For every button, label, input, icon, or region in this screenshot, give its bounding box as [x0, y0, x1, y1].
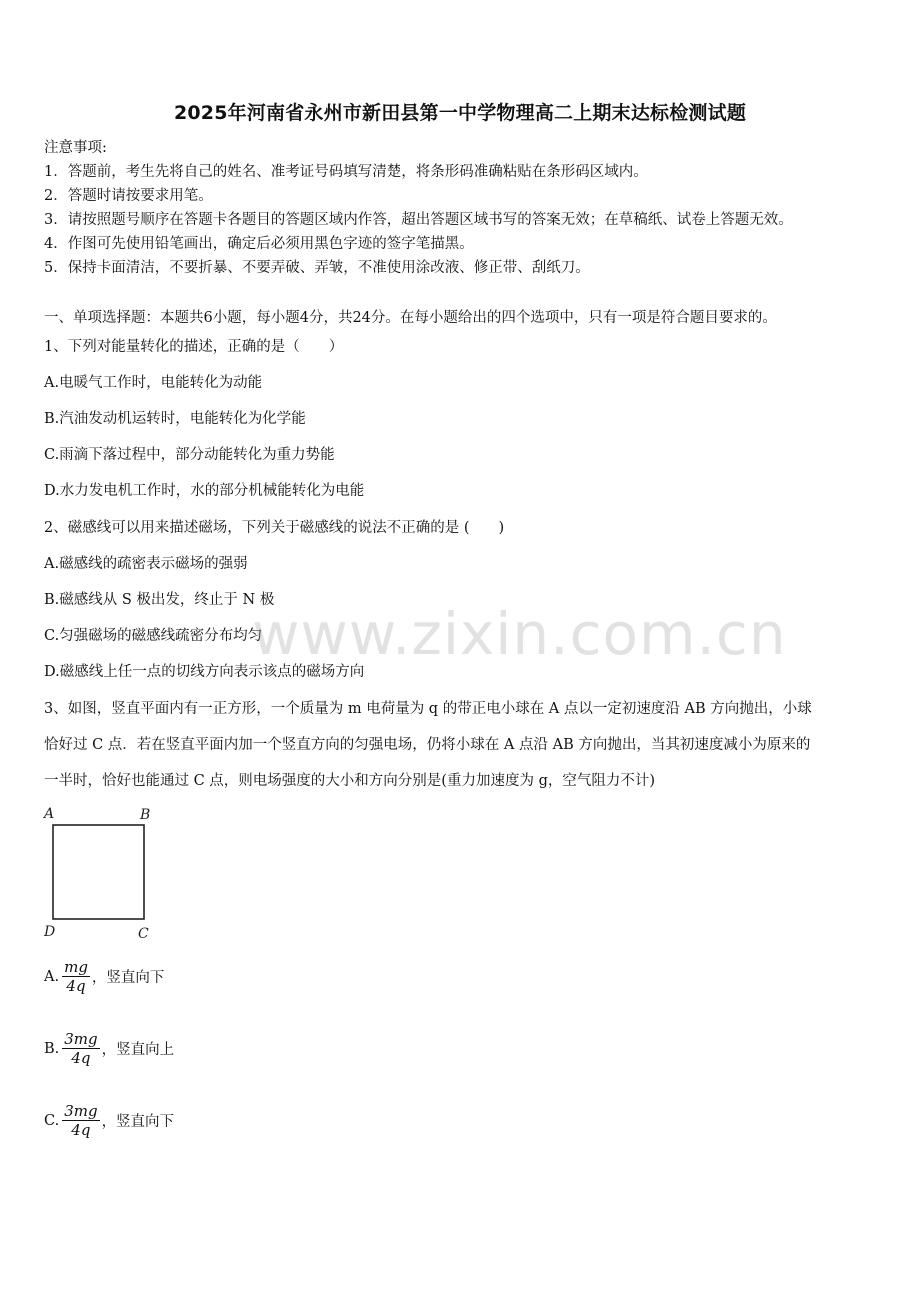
page-title: 2025年河南省永州市新田县第一中学物理高二上期末达标检测试题	[173, 102, 747, 124]
question-3-stem-line: 恰好过 C 点．若在竖直平面内加一个竖直方向的匀强电场，仍将小球在 A 点沿 AB 方向抛出，当其初速度减小为原来的	[44, 737, 811, 753]
notice-heading: 注意事项:	[44, 140, 107, 156]
question-2-option-a: A.磁感线的疏密表示磁场的强弱	[44, 556, 248, 572]
question-2-option-c: C.匀强磁场的磁感线疏密分布均匀	[44, 628, 263, 644]
label-b: B	[140, 807, 151, 823]
watermark: www.zixin.com.cn	[252, 600, 787, 668]
notice-item: 3．请按照题号顺序在答题卡各题目的答题区域内作答，超出答题区域书写的答案无效；在草稿纸、试卷上答题无效。	[44, 212, 793, 228]
fraction-denominator: 4q	[71, 1121, 91, 1139]
question-3-option-a	[44, 958, 164, 995]
square-diagram	[40, 800, 170, 945]
fraction	[62, 1030, 99, 1067]
label-d: D	[44, 924, 56, 940]
fraction-denominator: 4q	[71, 1049, 91, 1067]
label-a: A	[44, 806, 55, 822]
option-text: ，竖直向下	[91, 970, 165, 986]
fraction-numerator: 3mg	[64, 1030, 98, 1048]
fraction	[62, 958, 90, 995]
square-shape	[53, 825, 144, 919]
label-c: C	[138, 926, 149, 942]
question-1-stem: 1、下列对能量转化的描述，正确的是（ ）	[44, 339, 344, 355]
section-heading: 一、单项选择题：本题共6小题，每小题4分，共24分。在每小题给出的四个选项中，只有一项是符合题目要求的。	[44, 310, 777, 326]
notice-item: 1．答题前，考生先将自己的姓名、准考证号码填写清楚，将条形码准确粘贴在条形码区域内。	[44, 164, 648, 180]
option-letter: C.	[44, 1112, 60, 1129]
fraction-numerator: mg	[64, 958, 88, 976]
question-2-stem: 2、磁感线可以用来描述磁场，下列关于磁感线的说法不正确的是 ( )	[44, 520, 505, 536]
question-1-option-d: D.水力发电机工作时，水的部分机械能转化为电能	[44, 483, 365, 499]
option-letter: B.	[44, 1040, 60, 1057]
question-3-option-b	[44, 1030, 174, 1067]
notice-item: 4．作图可先使用铅笔画出，确定后必须用黑色字迹的签字笔描黑。	[44, 236, 474, 252]
question-3-stem-line: 一半时，恰好也能通过 C 点，则电场强度的大小和方向分别是(重力加速度为 g，空气阻力不计)	[44, 773, 656, 789]
notice-item: 5．保持卡面清洁，不要折暴、不要弄破、弄皱，不准使用涂改液、修正带、刮纸刀。	[44, 260, 590, 276]
question-1-option-b: B.汽油发动机运转时，电能转化为化学能	[44, 411, 306, 427]
question-1-option-c: C.雨滴下落过程中，部分动能转化为重力势能	[44, 447, 335, 463]
question-1-option-a: A.电暖气工作时，电能转化为动能	[44, 375, 263, 391]
option-letter: A.	[44, 968, 60, 985]
notice-item: 2．答题时请按要求用笔。	[44, 188, 213, 204]
fraction	[62, 1102, 99, 1139]
fraction-numerator: 3mg	[64, 1102, 98, 1120]
question-2-option-b: B.磁感线从 S 极出发，终止于 N 极	[44, 592, 275, 608]
question-3-option-c	[44, 1102, 174, 1139]
option-text: ，竖直向上	[101, 1042, 175, 1058]
question-2-option-d: D.磁感线上任一点的切线方向表示该点的磁场方向	[44, 664, 365, 680]
fraction-denominator: 4q	[66, 977, 86, 995]
option-text: ，竖直向下	[101, 1114, 175, 1130]
question-3-stem-line: 3、如图，竖直平面内有一正方形，一个质量为 m 电荷量为 q 的带正电小球在 A 点以一定初速度沿 AB 方向抛出，小球	[44, 701, 812, 717]
